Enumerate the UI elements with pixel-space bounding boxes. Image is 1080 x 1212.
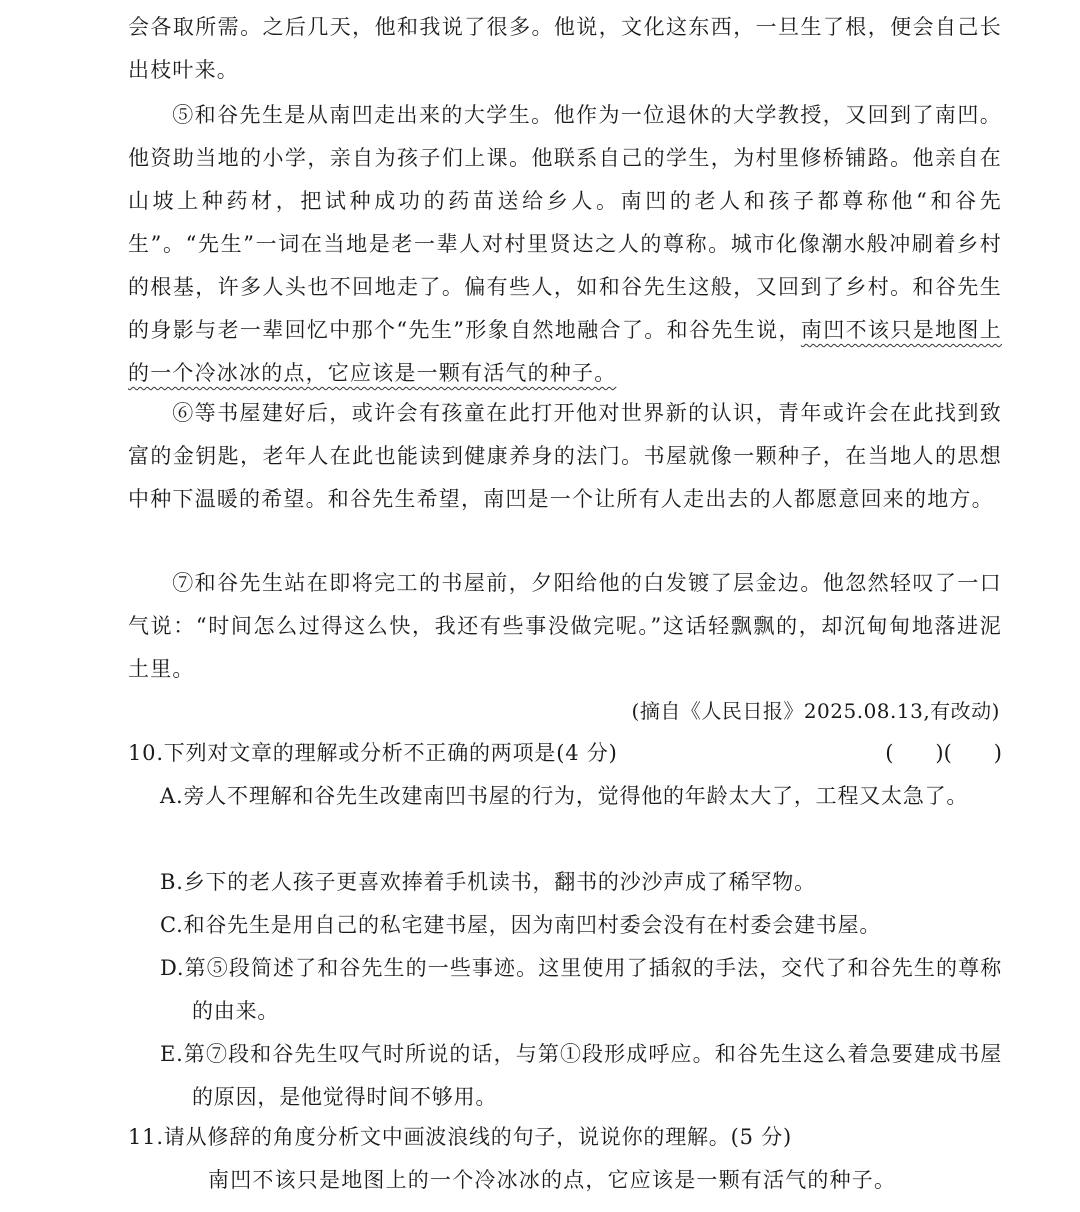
passage-paragraph-continued: 会各取所需。之后几天，他和我说了很多。他说，文化这东西，一旦生了根，便会自己长出枝叶来。 <box>128 15 1002 82</box>
passage-paragraph-5 <box>128 94 1002 395</box>
option-c: C.和谷先生是用自己的私宅建书屋，因为南凹村委会没有在村委会建书屋。 <box>160 913 882 937</box>
question-10-stem: 10.下列对文章的理解或分析不正确的两项是(4 分) ( )( ) <box>128 732 1002 775</box>
wavy-underlined-sentence: 南凹不该只是地图上的一个冷冰冰的点，它应该是一颗有活气的种子。 <box>128 318 1002 385</box>
passage-paragraph-7: ⑦和谷先生站在即将完工的书屋前，夕阳给他的白发镀了层金边。他忽然轻叹了一口气说：“时间怎么过得这么快，我还有些事没做完呢。”这话轻飘飘的，却沉甸甸地落进泥土里。 <box>128 571 1002 681</box>
article-source: (摘自《人民日报》2025.08.13,有改动) <box>631 699 1000 723</box>
paragraph-5-text: ⑤和谷先生是从南凹走出来的大学生。他作为一位退休的大学教授，又回到了南凹。他资助当地的小学，亲自为孩子们上课。他联系自己的学生，为村里修桥铺路。他亲自在山坡上种药材，把试种成功的药苗送给乡人。南凹的老人和孩子都尊称他“和谷先生”。“先生”一词在当地是老一辈人对村里贤达之人的尊称。城市化像潮水般冲刷着乡村的根基，许多人头也不回地走了。偏有些人，如和谷先生这般，又回到了乡村。和谷先生的身影与老一辈回忆中那个“先生”形象自然地融合了。和谷先生说， <box>128 103 1002 342</box>
option-a: A.旁人不理解和谷先生改建南凹书屋的行为，觉得他的年龄太大了，工程又太急了。 <box>160 784 969 808</box>
option-b: B.乡下的老人孩子更喜欢捧着手机读书，翻书的沙沙声成了稀罕物。 <box>160 870 816 894</box>
passage-paragraph-6: ⑥等书屋建好后，或许会有孩童在此打开他对世界新的认识，青年或许会在此找到致富的金钥匙，老年人在此也能读到健康养身的法门。书屋就像一颗种子，在当地人的思想中种下温暖的希望。和谷先生希望，南凹是一个让所有人走出去的人都愿意回来的地方。 <box>128 401 1002 511</box>
option-e: E.第⑦段和谷先生叹气时所说的话，与第①段形成呼应。和谷先生这么着急要建成书屋的原因，是他觉得时间不够用。 <box>160 1042 1002 1109</box>
question-11-quoted-sentence: 南凹不该只是地图上的一个冷冰冰的点，它应该是一颗有活气的种子。 <box>208 1168 897 1192</box>
question-11-stem: 11.请从修辞的角度分析文中画波浪线的句子，说说你的理解。(5 分) <box>128 1125 793 1149</box>
answer-blanks[interactable]: ( )( ) <box>885 741 1002 765</box>
option-d: D.第⑤段简述了和谷先生的一些事迹。这里使用了插叙的手法，交代了和谷先生的尊称的由来。 <box>160 956 1002 1023</box>
